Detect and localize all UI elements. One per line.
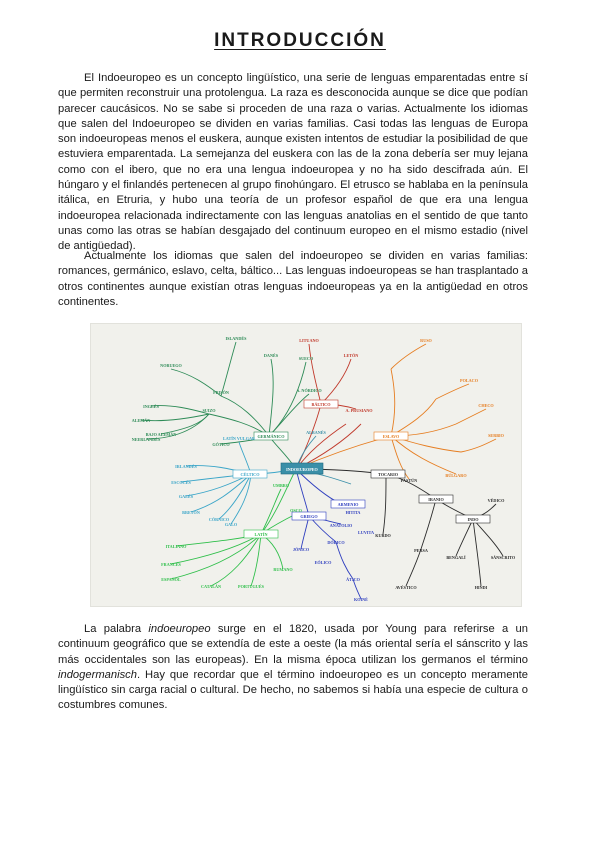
- paragraph-intro: [58, 71, 528, 255]
- label-armenian: ARMENIO: [337, 502, 359, 507]
- label-koine: KOINÉ: [354, 597, 368, 602]
- label-bulgarian: BÚLGARO: [445, 473, 467, 478]
- language-family-diagram: [90, 323, 522, 607]
- label-iranian: IRANIO: [428, 497, 444, 502]
- label-luwian: LUVITA: [358, 530, 374, 535]
- label-prussian: A. PRUSIANO: [345, 408, 373, 413]
- label-russian: RUSO: [420, 338, 432, 343]
- label-latin: LATÍN: [254, 532, 268, 537]
- label-danish: DANÉS: [263, 353, 279, 358]
- label-catalan: CATALÁN: [200, 584, 222, 589]
- label-swiss: SUIZO: [202, 408, 216, 413]
- label-germanic: GERMÁNICO: [257, 434, 285, 439]
- term-indogermanisch: indogermanisch: [58, 668, 137, 681]
- label-latvian: LETÓN: [343, 353, 359, 358]
- label-attic: ÁTICO: [346, 577, 360, 582]
- germanic-branches: [141, 342, 309, 469]
- label-bengali: BENGALÍ: [446, 555, 466, 560]
- label-frisian: FRISÓN: [213, 390, 229, 395]
- label-kurdish: KURDO: [375, 533, 391, 538]
- label-norwegian: NORUEGO: [160, 363, 182, 368]
- label-scots: ESCOCÉS: [171, 480, 191, 485]
- label-umbrian: UMBRO: [272, 483, 290, 488]
- label-dutch: NEERLANDÉS: [131, 437, 161, 442]
- label-swedish: SUECO: [298, 356, 314, 361]
- label-anatolian: ANATOLIO: [329, 523, 353, 528]
- label-tocharian: TOCARIO: [378, 472, 398, 477]
- label-icelandic: ISLANDÉS: [225, 336, 247, 341]
- label-center: INDOEUROPEO: [286, 467, 318, 472]
- label-ionic: JÓNICO: [292, 547, 310, 552]
- paragraph-origin-a: La palabra: [84, 623, 149, 635]
- label-portuguese: PORTUGUÉS: [238, 584, 264, 589]
- label-serbian: SERBIO: [488, 433, 504, 438]
- paragraph-families: [58, 249, 528, 310]
- label-lithuanian: LITUANO: [299, 338, 319, 343]
- label-cornish: CÓRNICO: [208, 517, 230, 522]
- label-german: ALEMÁN: [131, 418, 151, 423]
- label-oscan: OSCO: [290, 508, 302, 513]
- paragraph-origin-b: surge en el 1820, usada por Young para referirse a un continuum geográfico que se extendía de este a oeste (la más oriental sería el sánscrito y las más occidentales son las europeas). En la misma época utilizan los germanos el término: [58, 623, 528, 666]
- label-slavic: ESLAVO: [382, 434, 400, 439]
- label-spanish: ESPAÑOL: [161, 577, 181, 582]
- paragraph-origin-c: . Hay que recordar que el término indoeuropeo es un concepto meramente lingüístico sin carga racial o cultural. De hecho, no sabemos si había una especie de cultura o costumbres comunes.: [58, 668, 528, 712]
- label-avestan: AVÉSTICO: [395, 585, 417, 590]
- label-french: FRANCÉS: [161, 562, 181, 567]
- label-aeolic: EÓLICO: [314, 560, 332, 565]
- label-hindi: HINDI: [474, 585, 488, 590]
- slavic-branches: [296, 344, 496, 479]
- label-breton: BRETÓN: [182, 510, 200, 515]
- indo-iranian-branches: [296, 469, 503, 586]
- label-latecelt: LATÍN VULGAR: [222, 436, 256, 441]
- label-sanskrit: SÁNSCRITO: [490, 555, 516, 560]
- label-lowgerman: BAJO ALEMÁN: [145, 432, 177, 437]
- label-welsh: GALÉS: [178, 494, 194, 499]
- label-vedic: VÉDICO: [487, 498, 505, 503]
- label-albanian: ALBANÉS: [306, 430, 326, 435]
- paragraph-origin: [58, 622, 528, 714]
- label-gothic: GÓTICO: [212, 442, 230, 447]
- label-greek: GRIEGO: [300, 514, 318, 519]
- label-celtic: CÉLTICO: [240, 472, 260, 477]
- label-hittite: HITITA: [345, 510, 361, 515]
- label-czech: CHECO: [478, 403, 494, 408]
- label-english: INGLÉS: [143, 404, 159, 409]
- label-italian: ITALIANO: [165, 544, 187, 549]
- label-irish: IRLANDÉS: [175, 464, 197, 469]
- label-indo: INDO: [467, 517, 479, 522]
- label-persian: PERSA: [414, 548, 428, 553]
- label-romanian: RUMANO: [273, 567, 293, 572]
- paragraph-families-text: Actualmente los idiomas que salen del indoeuropeo se dividen en varias familias: romances, germánico, eslavo, celta, báltico... Las lenguas indoeuropeas se han trasplantado a otros continentes aunque existían otras lenguas indoeuropeas ya en la antigüedad en otros continentes.: [58, 250, 528, 308]
- label-norse: A. NÓRDICO: [296, 388, 322, 393]
- label-polish: POLACO: [460, 378, 478, 383]
- paragraph-intro-text: El Indoeuropeo es un concepto lingüístico, una serie de lenguas emparentadas entre sí que permiten reconstruir una protolengua. La raza es desconocida aunque se dice que podían parecer caucásicos. No se sabe si proceden de una raza o varias. Actualmente los idiomas que salen del Indoeuropeo se dividen en varias familias. Casi todas las lenguas de Europa son indoeuropeas menos el euskera, aunque existen intentos de estudiar la posibilidad de que estuviera emparentada. La semejanza del euskera con las de la zona debería ser muy lejana como con el ibero, que no era una lengua indoeuropea y no ha sido descifrada aún. El húngaro y el finlandés pertenecen al grupo finohúngaro. El etrusco se hablaba en la península itálica, en Etruria, y hubo una teoría de un profesor español de que era una lengua indoeuropea relacionada indirectamente con las lenguas anatolias en el sentido de que tanto unas como las otras se habían desgajado del continuum europeo en el mismo estadio (nivel de antigüedad).: [58, 72, 528, 253]
- label-baltic: BÁLTICO: [311, 402, 331, 407]
- page-title: INTRODUCCIÓN: [214, 30, 386, 51]
- language-tree-svg: [91, 324, 521, 606]
- label-gaulish: GALO: [224, 522, 238, 527]
- label-pashto: PASTÚN: [400, 478, 418, 483]
- term-indoeuropeo: indoeuropeo: [148, 623, 211, 635]
- label-doric: DÓRICO: [327, 540, 345, 545]
